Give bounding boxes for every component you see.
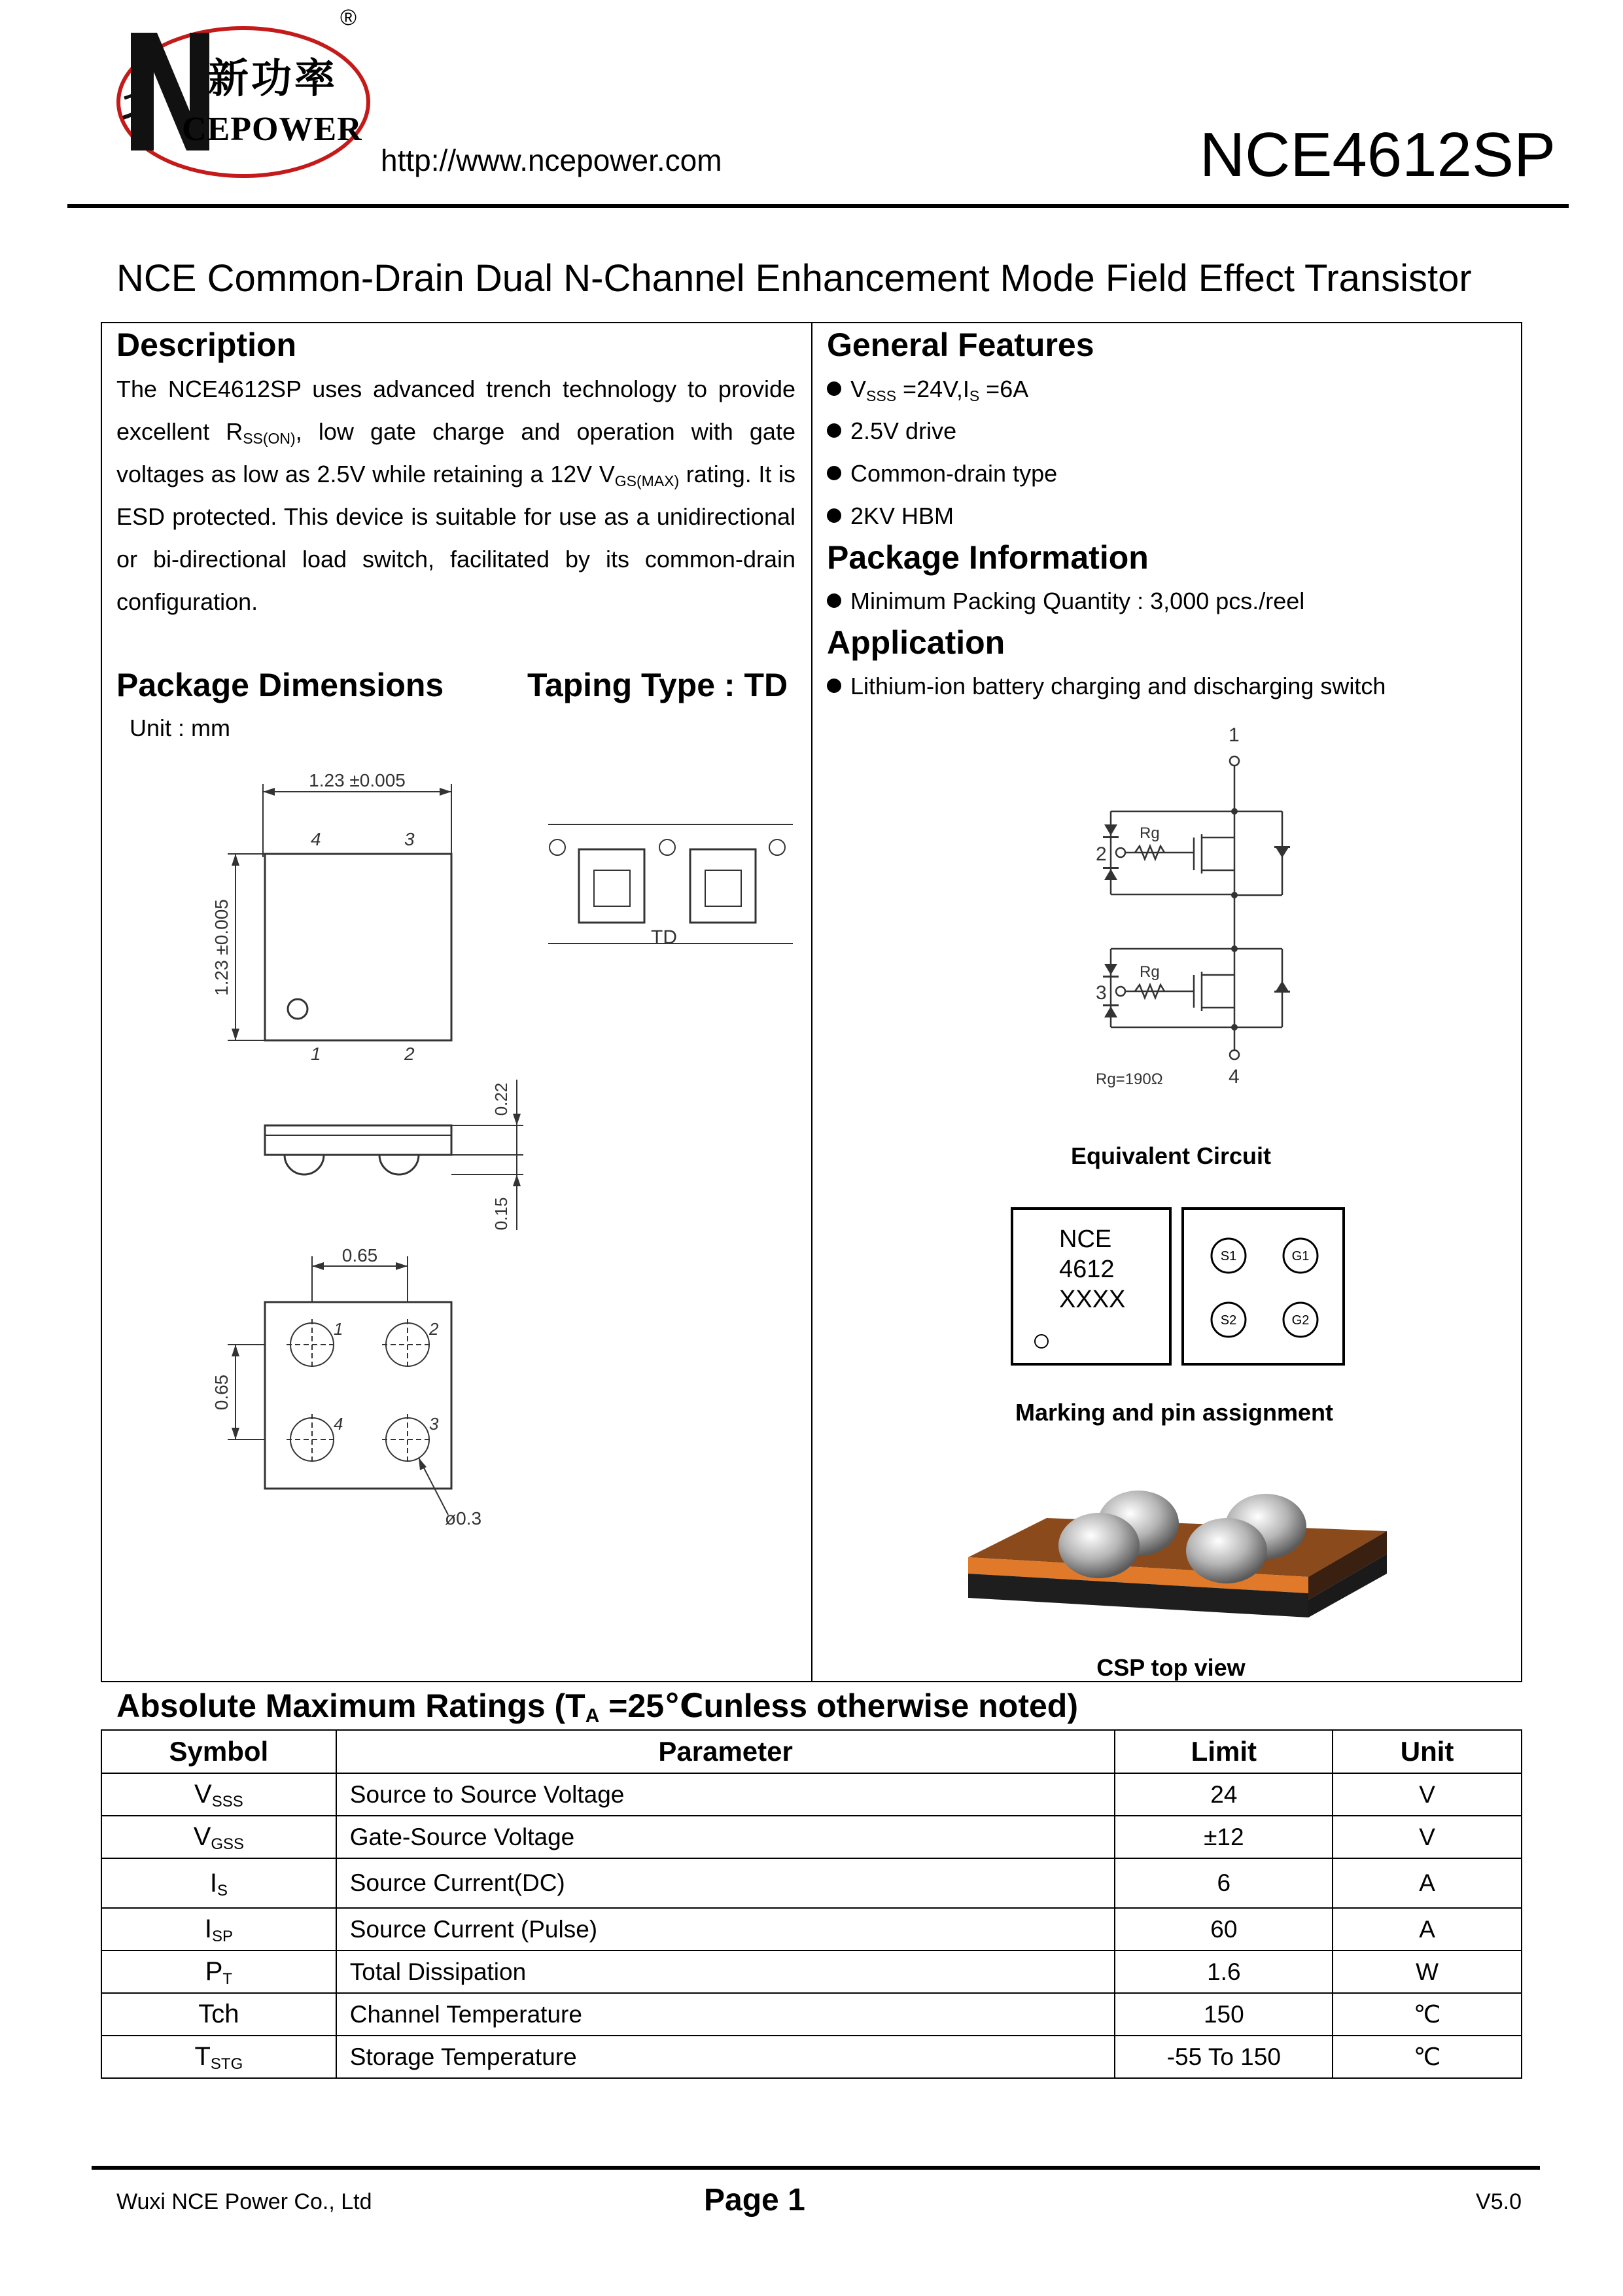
pin-label-2: 2: [404, 1044, 415, 1060]
ball-label-3: 3: [429, 1414, 439, 1434]
cell-limit: -55 To 150: [1115, 2036, 1333, 2078]
footer-version: V5.0: [1476, 2189, 1522, 2214]
feature-item-vsss: $V_{SSS} =24V,I_S =6A$: [827, 376, 1028, 403]
marking-box: [1011, 1207, 1172, 1366]
pin-label-4: 4: [311, 829, 321, 849]
cell-unit: A: [1333, 1858, 1522, 1908]
table-row: [101, 2036, 1522, 2078]
pin1-marker: [1034, 1334, 1049, 1349]
table-row: [101, 1908, 1522, 1951]
cell-unit: W: [1333, 1951, 1522, 1993]
ball-label-4: 4: [334, 1414, 343, 1434]
pitch-vertical: 0.65: [211, 1374, 232, 1411]
package-info-heading: Package Information: [827, 539, 1149, 576]
pin-s1: S1: [1220, 1249, 1237, 1263]
website-url[interactable]: http://www.ncepower.com: [381, 143, 722, 177]
column-divider: [811, 322, 812, 1682]
cell-unit: A: [1333, 1908, 1522, 1951]
tape-drawing: [543, 818, 805, 949]
cell-unit: ℃: [1333, 1993, 1522, 2036]
description-text: The NCE4612SP uses advanced trench technology to provide excellent $R_{SS(ON)}$, low gate charge and operation with gate voltages as low as 2.5V while retaining a 12V $V_{GS(MAX)}$ rating. It is ESD protected. This device is suitable for use as a unidirectional or bi-directional load switch, facilitated by its common-drain configuration.: [116, 376, 795, 615]
header-parameter: Parameter: [336, 1730, 1115, 1773]
cell-limit: 60: [1115, 1908, 1333, 1951]
cell-parameter: Source Current(DC): [336, 1858, 1115, 1908]
cell-unit: V: [1333, 1816, 1522, 1858]
cell-limit: ±12: [1115, 1816, 1333, 1858]
height-dimension: 1.23 ±0.005: [211, 899, 232, 996]
package-bottom-view: [209, 1243, 497, 1538]
table-row: [101, 1773, 1522, 1816]
logo-chinese-text: 新功率: [208, 54, 338, 102]
csp-caption: CSP top view: [1096, 1654, 1246, 1681]
application-heading: Application: [827, 624, 1005, 661]
rg-label-upper: Rg: [1140, 824, 1160, 842]
ball-label-1: 1: [334, 1319, 343, 1339]
feature-item: 2.5V drive: [827, 417, 956, 445]
feature-item: Common-drain type: [827, 460, 1057, 487]
cell-parameter: Total Dissipation: [336, 1951, 1115, 1993]
bullet-icon: [827, 381, 841, 396]
part-number: NCE4612SP: [1199, 120, 1556, 190]
bullet-icon: [827, 508, 841, 523]
description-heading: Description: [116, 327, 297, 363]
marking-text: NCE 4612 XXXX: [1059, 1226, 1126, 1313]
ball-diameter: ø0.3: [445, 1508, 482, 1528]
footer-page-number: Page 1: [704, 2183, 805, 2217]
pin-g2: G2: [1291, 1313, 1310, 1328]
circuit-pin-4: 4: [1229, 1066, 1240, 1087]
table-row: [101, 1993, 1522, 2036]
ball-label-2: 2: [429, 1319, 439, 1339]
circuit-pin-3: 3: [1096, 982, 1107, 1004]
pin-g1: G1: [1291, 1249, 1310, 1263]
circuit-pin-2: 2: [1096, 843, 1107, 865]
width-dimension: 1.23 ±0.005: [309, 772, 406, 790]
package-dimensions-heading: Package Dimensions: [116, 667, 444, 703]
equivalent-circuit: [1034, 716, 1321, 1129]
rg-label-lower: Rg: [1140, 963, 1160, 981]
cell-symbol: $V_{GSS}$: [101, 1816, 336, 1858]
csp-3d-illustration: [942, 1446, 1400, 1642]
circuit-pin-1: 1: [1229, 724, 1240, 746]
package-body: [265, 854, 451, 1040]
cell-unit: ℃: [1333, 2036, 1522, 2078]
bullet-icon: [827, 466, 841, 480]
cell-limit: 1.6: [1115, 1951, 1333, 1993]
table-row: [101, 1951, 1522, 1993]
cell-parameter: Source to Source Voltage: [336, 1773, 1115, 1816]
unit-label: Unit : mm: [130, 715, 231, 741]
header-symbol: Symbol: [101, 1730, 336, 1773]
table-row: [101, 1858, 1522, 1908]
logo-english-text: CEPOWER: [182, 111, 362, 148]
tape-label: TD: [651, 927, 677, 948]
table-row: [101, 1816, 1522, 1858]
application-item: Lithium-ion battery charging and discharging switch: [827, 673, 1386, 700]
cell-symbol: $I_{SP}$: [101, 1908, 336, 1951]
package-info-item: Minimum Packing Quantity : 3,000 pcs./reel: [827, 588, 1304, 615]
package-side-view: [255, 1073, 543, 1243]
ratings-title: Absolute Maximum Ratings ($T_A$ =25℃unless otherwise noted): [116, 1687, 1078, 1727]
pin-s2: S2: [1220, 1313, 1237, 1328]
general-features-heading: General Features: [827, 327, 1094, 363]
pin-label-3: 3: [404, 829, 415, 849]
equivalent-circuit-caption: Equivalent Circuit: [1070, 1142, 1272, 1169]
cell-limit: 150: [1115, 1993, 1333, 2036]
cell-symbol: Tch: [101, 1993, 336, 2036]
cell-symbol: $V_{SSS}$: [101, 1773, 336, 1816]
registered-mark: ®: [340, 5, 357, 30]
footer-rule: [92, 2166, 1540, 2170]
document-title: NCE Common-Drain Dual N-Channel Enhancement Mode Field Effect Transistor: [116, 257, 1472, 300]
bullet-icon: [827, 679, 841, 693]
cell-limit: 24: [1115, 1773, 1333, 1816]
pin-label-1: 1: [311, 1044, 321, 1060]
cell-parameter: Source Current (Pulse): [336, 1908, 1115, 1951]
bullet-icon: [827, 423, 841, 438]
thickness-dimension-a: 0.22: [491, 1082, 511, 1116]
cell-parameter: Channel Temperature: [336, 1993, 1115, 2036]
cell-parameter: Gate-Source Voltage: [336, 1816, 1115, 1858]
footer-company: Wuxi NCE Power Co., Ltd: [116, 2189, 372, 2214]
cell-parameter: Storage Temperature: [336, 2036, 1115, 2078]
cell-unit: V: [1333, 1773, 1522, 1816]
cell-symbol: $P_T$: [101, 1951, 336, 1993]
table-header-row: [101, 1730, 1522, 1773]
header-unit: Unit: [1333, 1730, 1522, 1773]
feature-item: 2KV HBM: [827, 503, 954, 530]
cell-symbol: $T_{STG}$: [101, 2036, 336, 2078]
cell-symbol: $I_S$: [101, 1858, 336, 1908]
marking-caption: Marking and pin assignment: [1015, 1399, 1334, 1426]
bullet-icon: [827, 593, 841, 608]
header-rule: [67, 204, 1569, 208]
cell-limit: 6: [1115, 1858, 1333, 1908]
header-limit: Limit: [1115, 1730, 1333, 1773]
pitch-horizontal: 0.65: [341, 1245, 378, 1265]
pin-assignment-box: [1181, 1207, 1345, 1366]
taping-type-heading: Taping Type : TD: [527, 667, 788, 703]
rg-value: Rg=190Ω: [1096, 1070, 1163, 1088]
ratings-table: [101, 1729, 1522, 2079]
package-top-view: [209, 772, 484, 1060]
thickness-dimension-b: 0.15: [491, 1197, 511, 1231]
